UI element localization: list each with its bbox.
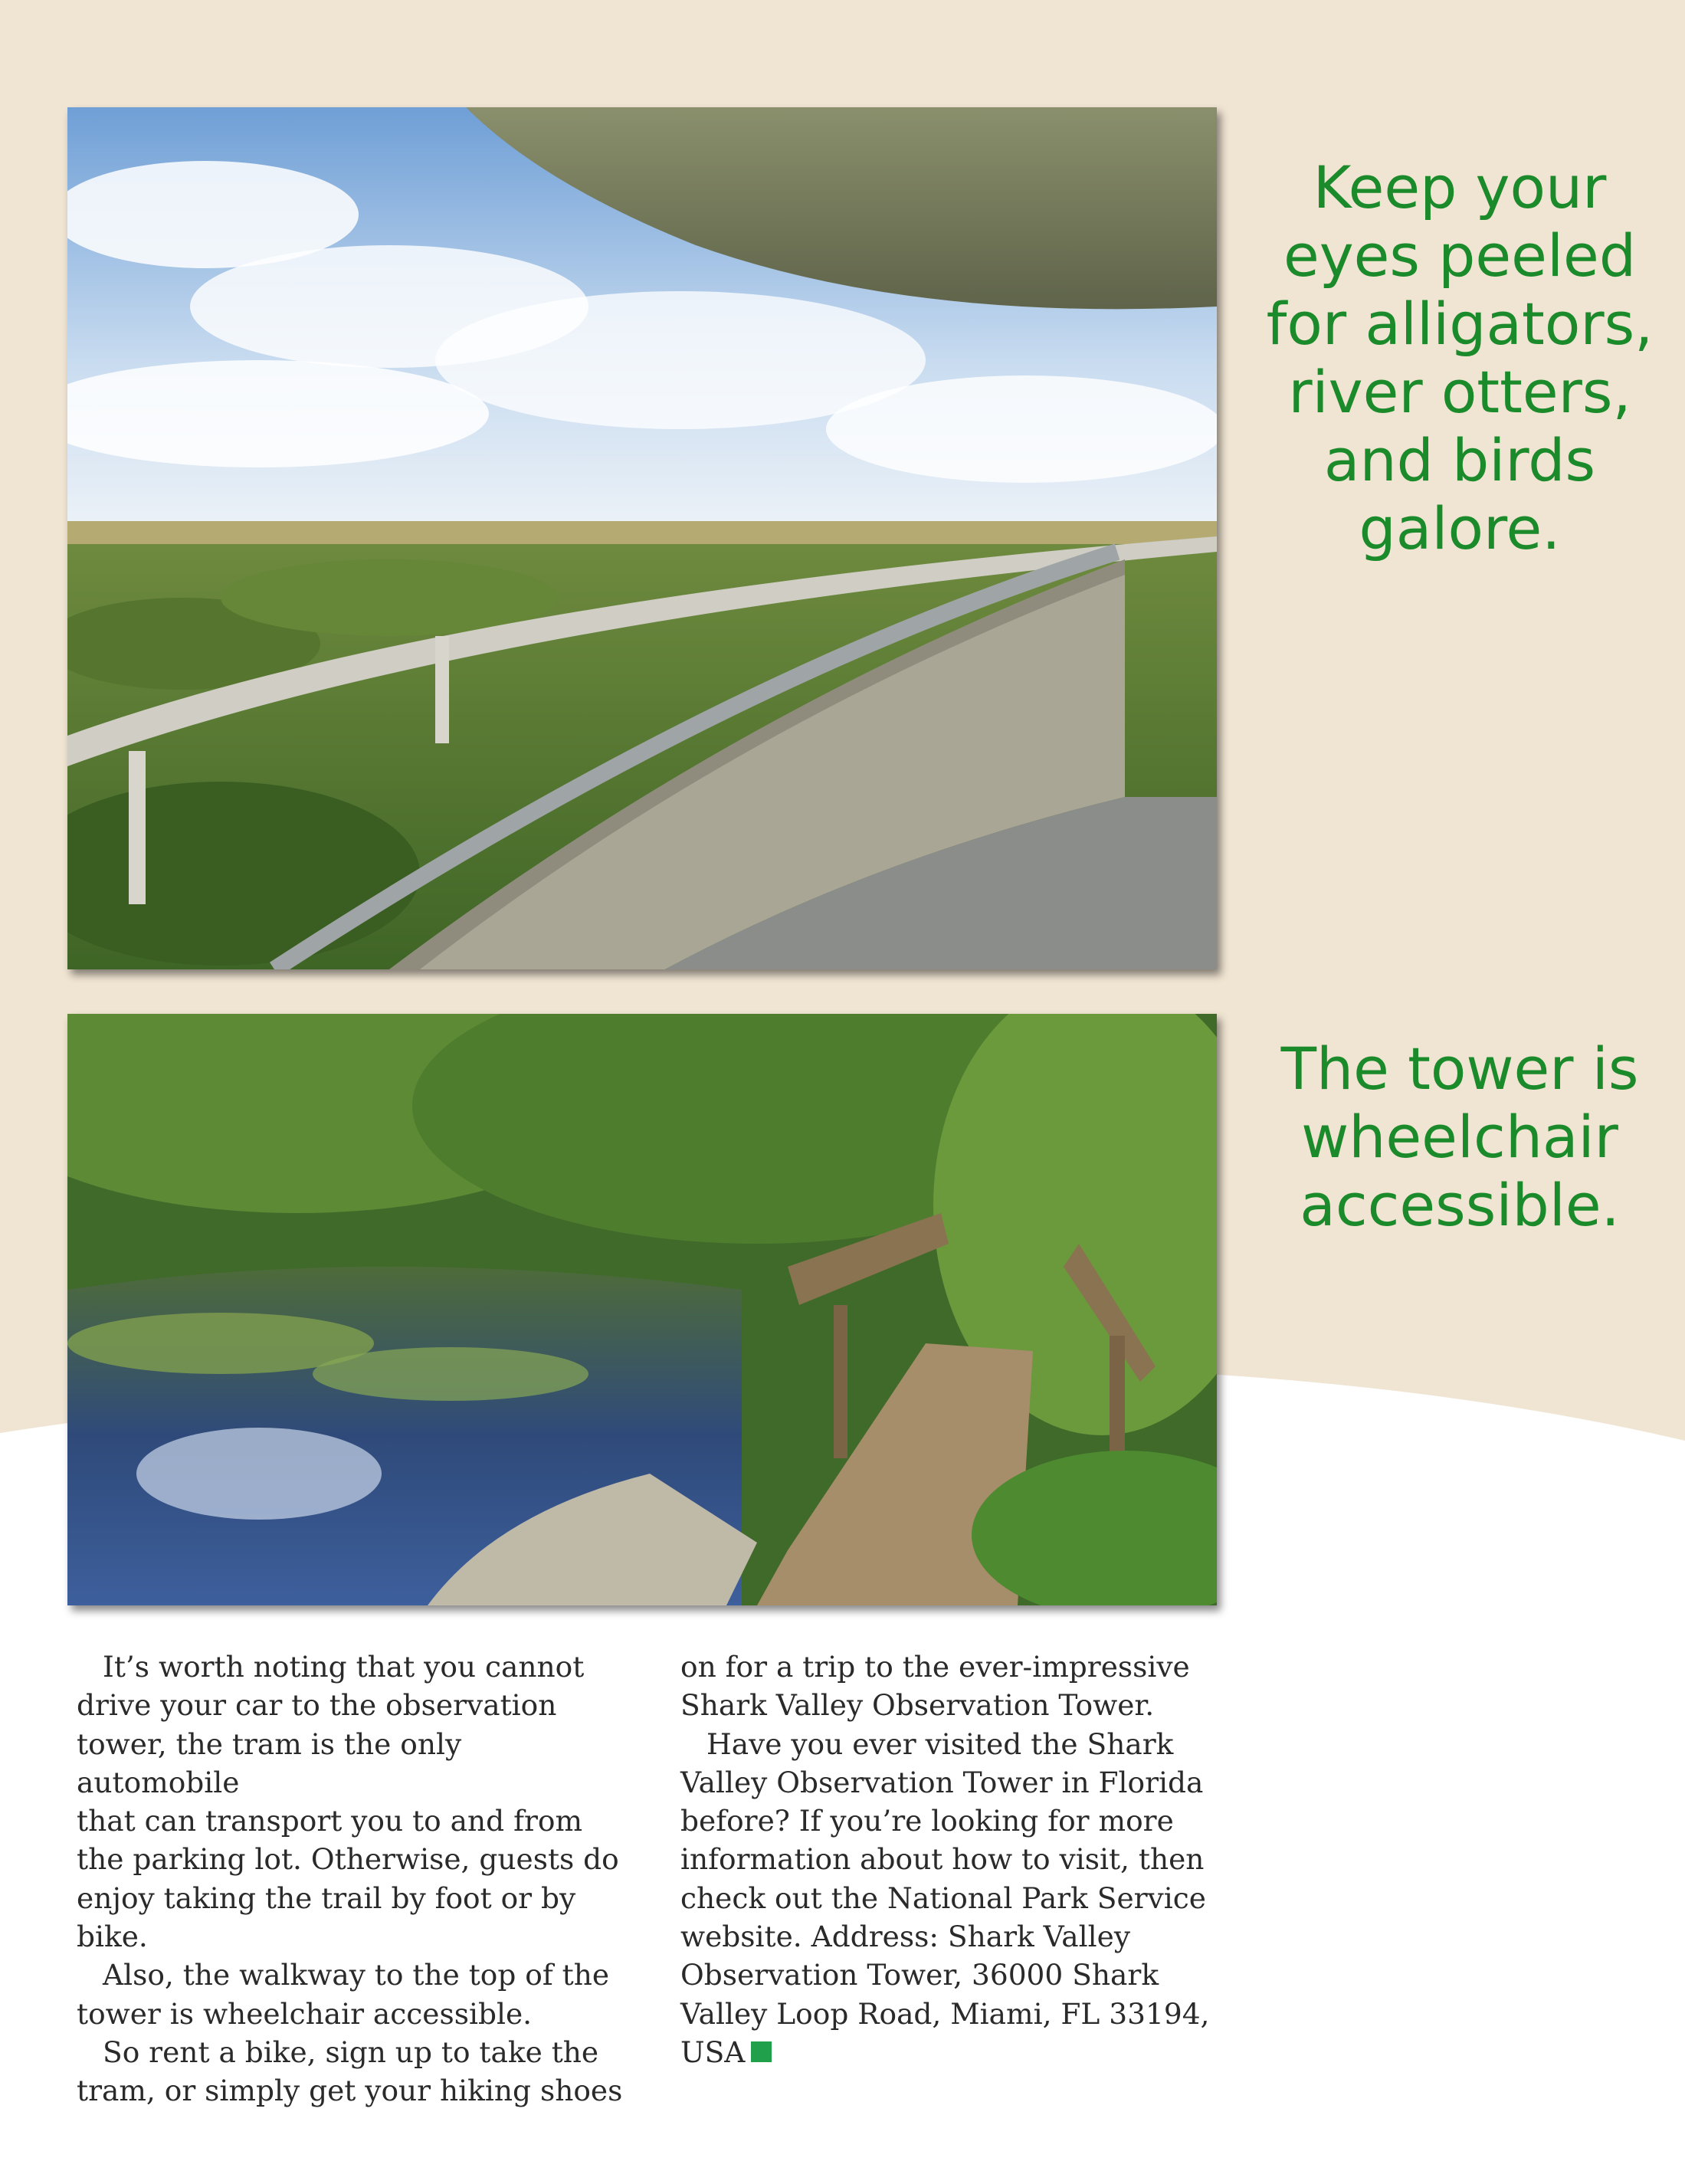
callout-wildlife	[1241, 153, 1678, 562]
tower-ramp-photo	[67, 107, 1217, 969]
paragraph-final-text: Have you ever visited the Shark Valley Observation Tower in Florida before? If you’re looking for more information about how to visit, then check out the National Park Service website. Address: Shark Valley Observation Tower, 36000 Shark Valley Loop Road, Miami, FL 33194, USA	[680, 1727, 1210, 2069]
footbridge-pond-photo	[67, 1014, 1217, 1605]
callout-wheelchair-text: The tower is wheelchair accessible.	[1280, 1035, 1639, 1239]
callout-wildlife-text: Keep your eyes peeled for alligators, river otters, and birds galore.	[1266, 153, 1654, 562]
paragraph-final	[680, 1725, 1232, 2072]
paragraph: It’s worth noting that you cannot drive your car to the observation tower, the tram is the only automobile that can transport you to and from the parking lot. Otherwise, guests do enjoy taking the trail by foot or by bike.	[77, 1650, 619, 1954]
paragraph: Also, the walkway to the top of the tower is wheelchair accessible.	[77, 1958, 610, 2031]
article-column-1	[77, 1648, 628, 2110]
paragraph: So rent a bike, sign up to take the tram, or simply get your hiking shoes	[77, 2035, 623, 2108]
end-of-article-square-icon	[751, 2041, 772, 2062]
paragraph-continued: on for a trip to the ever-impressive Shark Valley Observation Tower.	[680, 1650, 1190, 1723]
article-column-2	[680, 1648, 1232, 2071]
callout-wheelchair	[1241, 1035, 1678, 1239]
